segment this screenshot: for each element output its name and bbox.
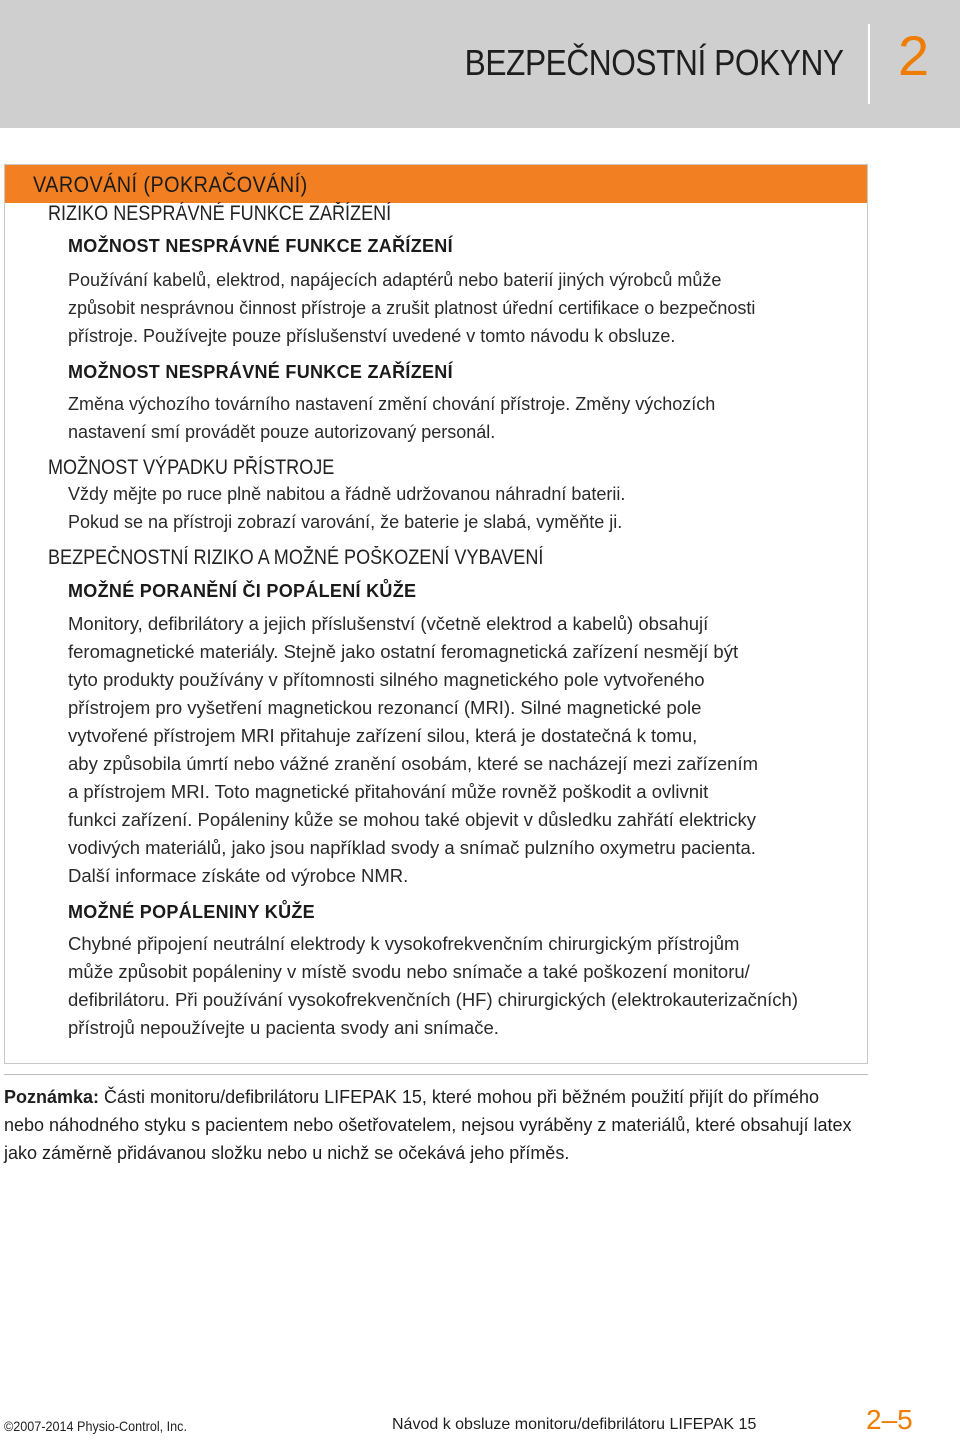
hazard-title: MOŽNOST NESPRÁVNÉ FUNKCE ZAŘÍZENÍ <box>68 362 453 382</box>
hazard-title: MOŽNÉ POPÁLENINY KŮŽE <box>68 902 315 922</box>
condition-heading: MOŽNOST VÝPADKU PŘÍSTROJE <box>48 456 335 479</box>
chapter-title: BEZPEČNOSTNÍ POKYNY <box>465 42 844 83</box>
hazard-text: Chybné připojení neutrální elektrody k vysokofrekvenčním chirurgickým přístrojům může způsobit popáleniny v místě svodu nebo snímače a také poškození monitoru/ defibrilátoru. Při používání vysokofrekvenčních (HF) chirurgických (elektrokauterizačních) přístrojů nepoužívejte u pacienta svody ani snímače. <box>68 933 799 1038</box>
page-header <box>0 0 960 128</box>
copyright: ©2007-2014 Physio-Control, Inc. <box>4 1418 187 1434</box>
warning-header <box>5 165 867 203</box>
manual-title: Návod k obsluze monitoru/defibrilátoru LIFEPAK 15 <box>392 1416 757 1433</box>
hazard-text: Používání kabelů, elektrod, napájecích adaptérů nebo baterií jiných výrobců může způsobit nesprávnou činnost přístroje a zrušit platnost úřední certifikace o bezpečnosti přístroje. Používejte pouze příslušenství uvedené v tomto návodu k obsluze. <box>68 270 756 346</box>
hazard-title: MOŽNOST NESPRÁVNÉ FUNKCE ZAŘÍZENÍ <box>68 236 453 256</box>
hazard-text: Vždy mějte po ruce plně nabitou a řádně udržovanou náhradní baterii. Pokud se na přístroji zobrazí varování, že baterie je slabá, vyměňte ji. <box>68 484 626 532</box>
note-divider <box>4 1074 868 1075</box>
hazard-text: Změna výchozího továrního nastavení změní chování přístroje. Změny výchozích nastavení smí provádět pouze autorizovaný personál. <box>68 394 716 442</box>
warning-heading: VAROVÁNÍ (POKRAČOVÁNÍ) <box>33 172 308 197</box>
condition-heading: RIZIKO NESPRÁVNÉ FUNKCE ZAŘÍZENÍ <box>48 202 392 225</box>
page-number: 2–5 <box>866 1404 913 1435</box>
hazard-title: MOŽNÉ PORANĚNÍ ČI POPÁLENÍ KŮŽE <box>68 581 417 601</box>
chapter-number: 2 <box>898 24 930 87</box>
note-paragraph <box>4 1083 864 1167</box>
hazard-text: Monitory, defibrilátory a jejich příslušenství (včetně elektrod a kabelů) obsahují feromagnetické materiály. Stejně jako ostatní feromagnetická zařízení nesmějí být tyto produkty používány v přítomnosti silného magnetického pole vytvořeného přístrojem pro vyšetření magnetickou rezonancí (MRI). Silné magnetické pole vytvořené přístrojem MRI přitahuje zařízení silou, která je dostatečná k tomu, aby způsobila úmrtí nebo vážné zranění osobám, které se nacházejí mezi zařízením a přístrojem MRI. Toto magnetické přitahování může rovněž poškodit a ovlivnit funkci zařízení. Popáleniny kůže se mohou také objevit v důsledku zahřátí elektricky vodivých materiálů, jako jsou například svody a snímač pulzního oxymetru pacienta. Další informace získáte od výrobce NMR. <box>68 613 758 886</box>
note-text: Části monitoru/defibrilátoru LIFEPAK 15, které mohou při běžném použití přijít do přímého nebo náhodného styku s pacientem nebo ošetřovatelem, nejsou vyráběny z materiálů, které obsahují latex jako záměrně přidávanou složku nebo u nichž se očekává jeho příměs. <box>4 1087 852 1163</box>
condition-heading: BEZPEČNOSTNÍ RIZIKO A MOŽNÉ POŠKOZENÍ VYBAVENÍ <box>48 546 544 569</box>
header-divider <box>868 24 870 104</box>
note-label: Poznámka: <box>4 1087 100 1107</box>
